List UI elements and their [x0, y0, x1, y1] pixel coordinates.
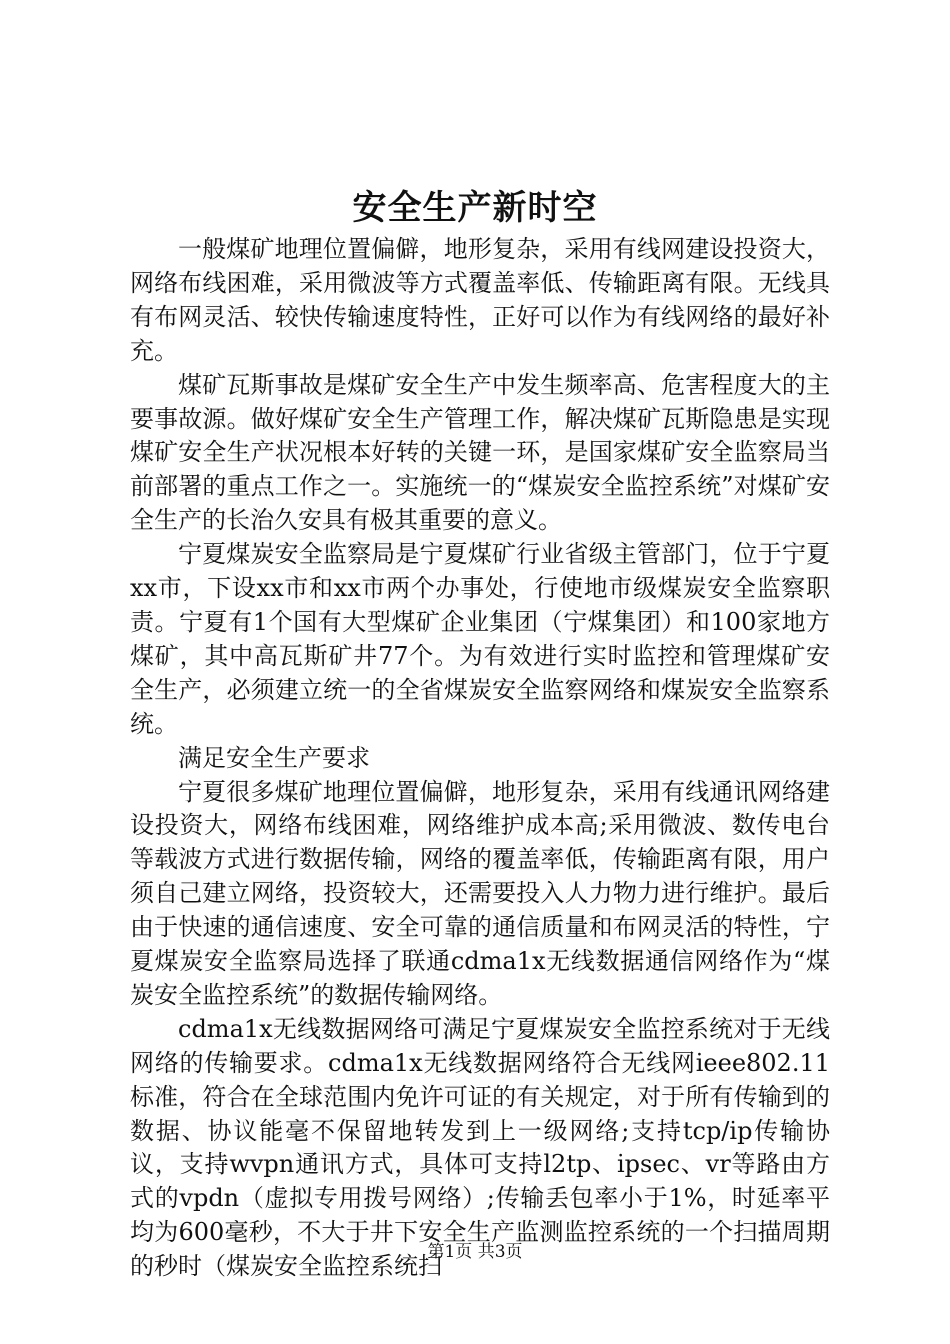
page-footer: 第1页 共3页	[427, 1242, 523, 1262]
paragraph: 一般煤矿地理位置偏僻，地形复杂，采用有线网建设投资大，网络布线困难，采用微波等方式覆盖率低、传输距离有限。无线具有布网灵活、较快传输速度特性，正好可以作为有线网络的最好补充。	[130, 235, 830, 365]
document-title: 安全生产新时空	[352, 188, 598, 228]
paragraph: cdma1x无线数据网络可满足宁夏煤炭安全监控系统对于无线网络的传输要求。cdma1x无线数据网络符合无线网ieee802.11标准，符合在全球范围内免许可证的有关规定，对于所有传输到的数据、协议能毫不保留地转发到上一级网络;支持tcp/ip传输协议，支持wvpn通讯方式，具体可支持l2tp、ipsec、vr等路由方式的vpdn（虚拟专用拨号网络）;传输丢包率小于1%，时延率平均为600毫秒，不大于井下安全生产监测监控系统的一个扫描周期的秒时（煤炭安全监控系统扫	[130, 1014, 830, 1281]
section-subheading: 满足安全生产要求	[178, 743, 370, 772]
paragraph: 宁夏煤炭安全监察局是宁夏煤矿行业省级主管部门，位于宁夏xx市，下设xx市和xx市两个办事处，行使地市级煤炭安全监察职责。宁夏有1个国有大型煤矿企业集团（宁煤集团）和100家地方煤矿，其中高瓦斯矿井77个。为有效进行实时监控和管理煤矿安全生产，必须建立统一的全省煤炭安全监察网络和煤炭安全监察系统。	[130, 540, 830, 738]
paragraph: 煤矿瓦斯事故是煤矿安全生产中发生频率高、危害程度大的主要事故源。做好煤矿安全生产管理工作，解决煤矿瓦斯隐患是实现煤矿安全生产状况根本好转的关键一环，是国家煤矿安全监察局当前部署的重点工作之一。实施统一的“煤炭安全监控系统”对煤矿安全生产的长治久安具有极其重要的意义。	[130, 370, 830, 535]
document-body	[130, 233, 830, 1284]
paragraph: 宁夏很多煤矿地理位置偏僻，地形复杂，采用有线通讯网络建设投资大，网络布线困难，网络维护成本高;采用微波、数传电台等载波方式进行数据传输，网络的覆盖率低，传输距离有限，用户须自己建立网络，投资较大，还需要投入人力物力进行维护。最后由于快速的通信速度、安全可靠的通信质量和布网灵活的特性，宁夏煤炭安全监察局选择了联通cdma1x无线数据通信网络作为“煤炭安全监控系统”的数据传输网络。	[130, 777, 830, 1009]
